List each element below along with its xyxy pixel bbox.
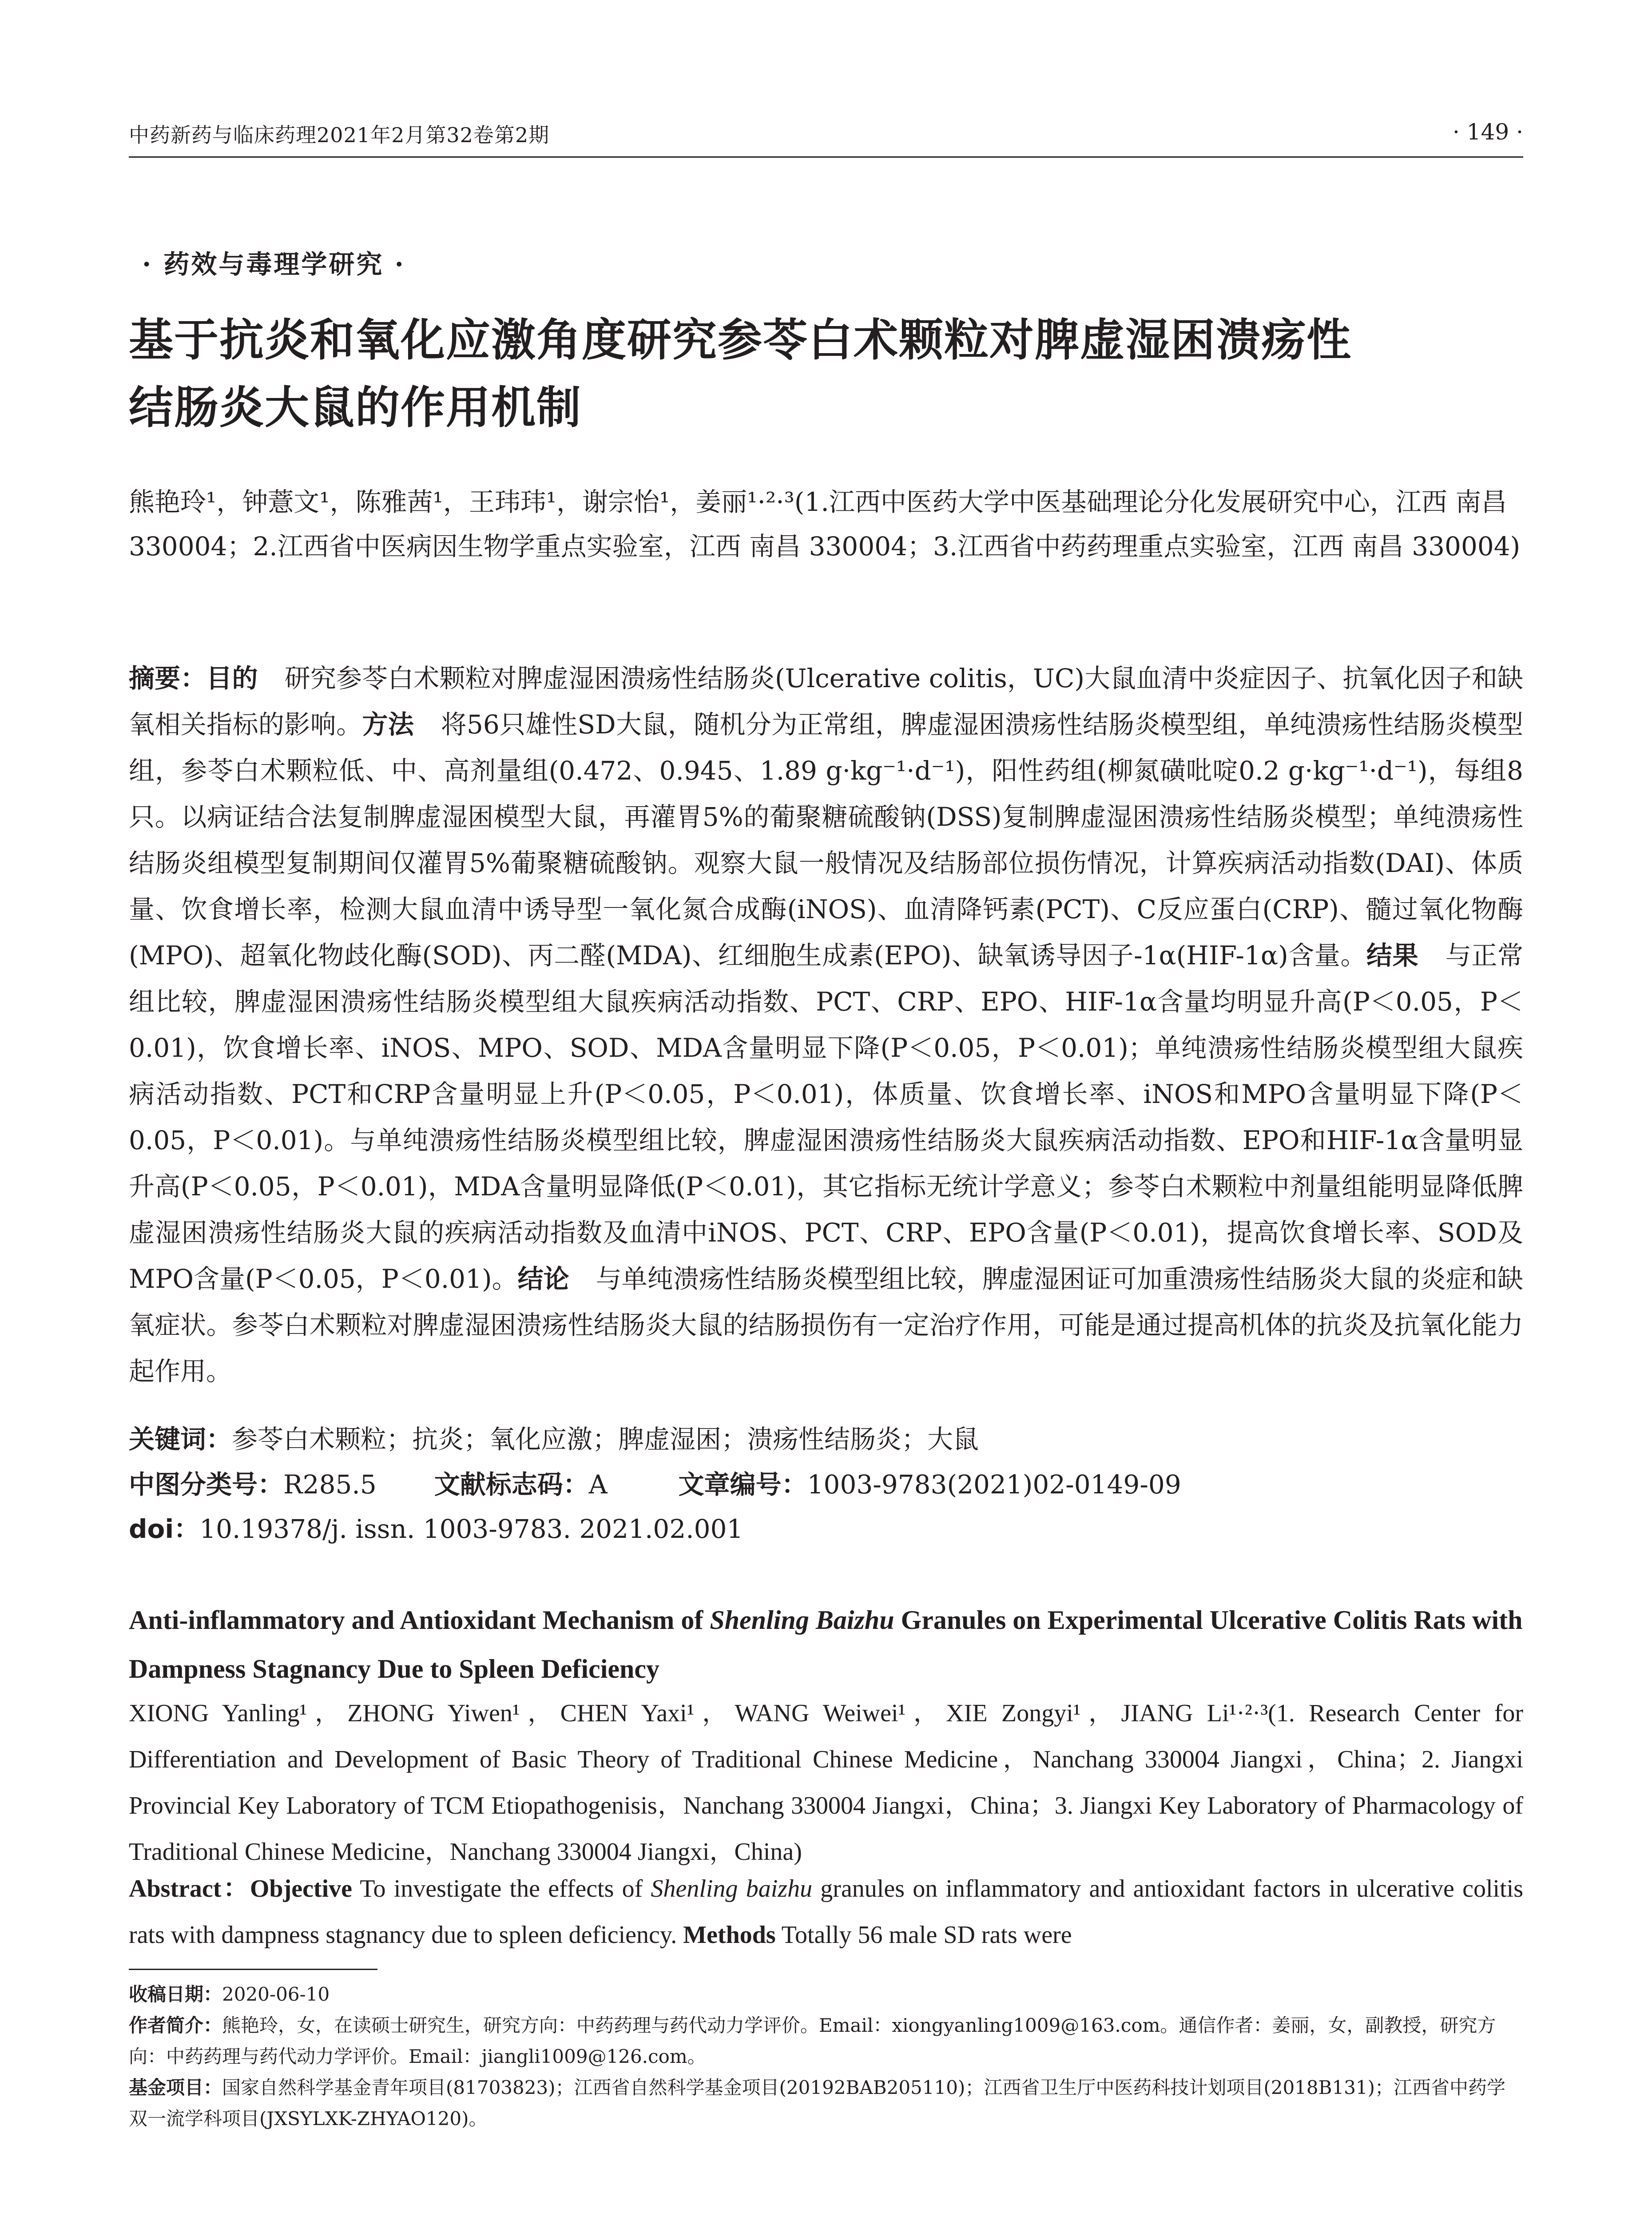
- methods-en-label: Methods: [683, 1921, 776, 1949]
- keywords-text: 参苓白术颗粒；抗炎；氧化应激；脾虚湿困；溃疡性结肠炎；大鼠: [232, 1424, 979, 1454]
- title-line-2: 结肠炎大鼠的作用机制: [129, 382, 582, 434]
- fund-info: [129, 2072, 1523, 2134]
- article-title-en: [129, 1596, 1523, 1693]
- methods-text: 将56只雄性SD大鼠，随机分为正常组，脾虚湿困溃疡性结肠炎模型组，单纯溃疡性结肠炎模型组，参苓白术颗粒低、中、高剂量组(0.472、0.945、1.89 g·kg⁻¹·d⁻¹)，阳性药组(柳氮磺吡啶0.2 g·kg⁻¹·d⁻¹)，每组8只。以病证结合法复制脾虚湿困模型大鼠，再灌胃5%的葡聚糖硫酸钠(DSS)复制脾虚湿困溃疡性结肠炎模型；单纯溃疡性结肠炎组模型复制期间仅灌胃5%葡聚糖硫酸钠。观察大鼠一般情况及结肠部位损伤情况，计算疾病活动指数(DAI)、体质量、饮食增长率，检测大鼠血清中诱导型一氧化氮合成酶(iNOS)、血清降钙素(PCT)、C反应蛋白(CRP)、髓过氧化物酶(MPO)、超氧化物歧化酶(SOD)、丙二醛(MDA)、红细胞生成素(EPO)、缺氧诱导因子-1α(HIF-1α)含量。: [129, 709, 1523, 971]
- doc-code-label: 文献标志码：: [434, 1469, 589, 1500]
- clc-label: 中图分类号：: [129, 1469, 284, 1500]
- page-number: · 149 ·: [1452, 119, 1523, 145]
- article-number-value: 1003-9783(2021)02-0149-09: [807, 1469, 1181, 1500]
- abstract-en-text2: granules on inflammatory and antioxidant factors in ulcerative colitis rats with dampness stagnancy due to spleen deficiency.: [129, 1875, 1524, 1949]
- objective-en-label: Objective: [250, 1875, 352, 1903]
- fund-text: 国家自然科学基金青年项目(81703823)；江西省自然科学基金项目(20192BAB205110)；江西省卫生厅中医药科技计划项目(2018B131)；江西省中药学双一流学科项目(JXSYLXK-ZHYAO120)。: [129, 2077, 1506, 2129]
- abstract-en-italic: Shenling baizhu: [651, 1875, 813, 1903]
- header-rule: [129, 156, 1523, 158]
- author-bio-text: 熊艳玲，女，在读硕士研究生，研究方向：中药药理与药代动力学评价。Email：xiongyanling1009@163.com。通信作者：姜丽，女，副教授，研究方向：中药药理与药代动力学评价。Email：jiangli1009@126.com。: [129, 2014, 1496, 2067]
- abstract-label: 摘要：: [129, 663, 206, 693]
- title-en-part1: Anti-inflammatory and Antioxidant Mechanism of: [129, 1605, 710, 1635]
- abstract-en: [129, 1866, 1523, 1958]
- author-bio: [129, 2010, 1523, 2072]
- keywords-label: 关键词：: [129, 1424, 232, 1454]
- objective-text: 研究参苓白术颗粒对脾虚湿困溃疡性结肠炎(Ulcerative colitis，UC)大鼠血清中炎症因子、抗氧化因子和缺氧相关指标的影响。: [129, 663, 1523, 740]
- received-date: [129, 1979, 1523, 2010]
- abstract-en-label: Abstract：: [129, 1875, 250, 1903]
- section-label: · 药效与毒理学研究 ·: [142, 249, 405, 279]
- classification-line: [129, 1466, 1523, 1503]
- doi-line: [129, 1510, 1523, 1548]
- title-line-1: 基于抗炎和氧化应激角度研究参苓白术颗粒对脾虚湿困溃疡性: [129, 314, 1352, 366]
- author-bio-label: 作者简介：: [129, 2014, 222, 2036]
- authors-cn: 熊艳玲¹，钟薏文¹，陈雅茜¹，王玮玮¹，谢宗怡¹，姜丽¹·²·³(1.江西中医药大学中医基础理论分化发展研究中心，江西 南昌 330004；2.江西省中医病因生物学重点实验室，江西 南昌 330004；3.江西省中药药理重点实验室，江西 南昌 330004): [129, 487, 1521, 561]
- conclusion-label: 结论: [517, 1264, 569, 1294]
- doi-value: 10.19378/j. issn. 1003-9783. 2021.02.001: [199, 1514, 743, 1544]
- abstract-en-text3: Totally 56 male SD rats were: [775, 1921, 1072, 1949]
- title-en-part2: Granules on Experimental Ulcerative Colitis Rats with Dampness Stagnancy Due to Spleen Deficiency: [129, 1605, 1523, 1684]
- clc-value: R285.5: [283, 1469, 377, 1500]
- objective-label: 目的: [206, 663, 258, 693]
- fund-label: 基金项目：: [129, 2077, 222, 2098]
- results-text: 与正常组比较，脾虚湿困溃疡性结肠炎模型组大鼠疾病活动指数、PCT、CRP、EPO、HIF-1α含量均明显升高(P＜0.05，P＜0.01)，饮食增长率、iNOS、MPO、SOD、MDA含量明显下降(P＜0.05，P＜0.01)；单纯溃疡性结肠炎模型组大鼠疾病活动指数、PCT和CRP含量明显上升(P＜0.05，P＜0.01)，体质量、饮食增长率、iNOS和MPO含量明显下降(P＜0.05，P＜0.01)。与单纯溃疡性结肠炎模型组比较，脾虚湿困溃疡性结肠炎大鼠疾病活动指数、EPO和HIF-1α含量明显升高(P＜0.05，P＜0.01)，MDA含量明显降低(P＜0.01)，其它指标无统计学意义；参苓白术颗粒中剂量组能明显降低脾虚湿困溃疡性结肠炎大鼠的疾病活动指数及血清中iNOS、PCT、CRP、EPO含量(P＜0.01)，提高饮食增长率、SOD及MPO含量(P＜0.05，P＜0.01)。: [129, 940, 1523, 1294]
- methods-label: 方法: [362, 709, 414, 740]
- doi-label: doi：: [129, 1514, 200, 1544]
- received-value: 2020-06-10: [222, 1983, 330, 2005]
- keywords: [129, 1421, 1523, 1458]
- received-label: 收稿日期：: [129, 1983, 222, 2005]
- doc-code-value: A: [588, 1469, 608, 1500]
- article-number-label: 文章编号：: [678, 1469, 807, 1500]
- footnote-rule: [129, 1969, 377, 1970]
- conclusion-text: 与单纯溃疡性结肠炎模型组比较，脾虚湿困证可加重溃疡性结肠炎大鼠的炎症和缺氧症状。参苓白术颗粒对脾虚湿困溃疡性结肠炎大鼠的结肠损伤有一定治疗作用，可能是通过提高机体的抗炎及抗氧化能力起作用。: [129, 1264, 1523, 1386]
- abstract-cn: [129, 655, 1523, 1394]
- authors-en: XIONG Yanling¹，ZHONG Yiwen¹，CHEN Yaxi¹，WANG Weiwei¹，XIE Zongyi¹，JIANG Li¹·²·³(1. Research Center for Differentiation and Development of Basic Theory of Traditional Chinese Medicine，Nanchang 330004 Jiangxi，China；2. Jiangxi Provincial Key Laboratory of TCM Etiopathogenisis，Nanchang 330004 Jiangxi，China；3. Jiangxi Key Laboratory of Pharmacology of Traditional Chinese Medicine，Nanchang 330004 Jiangxi，China): [129, 1700, 1523, 1866]
- journal-header: 中药新药与临床药理2021年2月第32卷第2期: [129, 123, 550, 147]
- article-title-cn: [129, 306, 1523, 442]
- abstract-en-text1: To investigate the effects of: [352, 1875, 651, 1903]
- results-label: 结果: [1366, 940, 1419, 971]
- title-en-italic: Shenling Baizhu: [710, 1605, 894, 1635]
- footnotes: [129, 1979, 1523, 2134]
